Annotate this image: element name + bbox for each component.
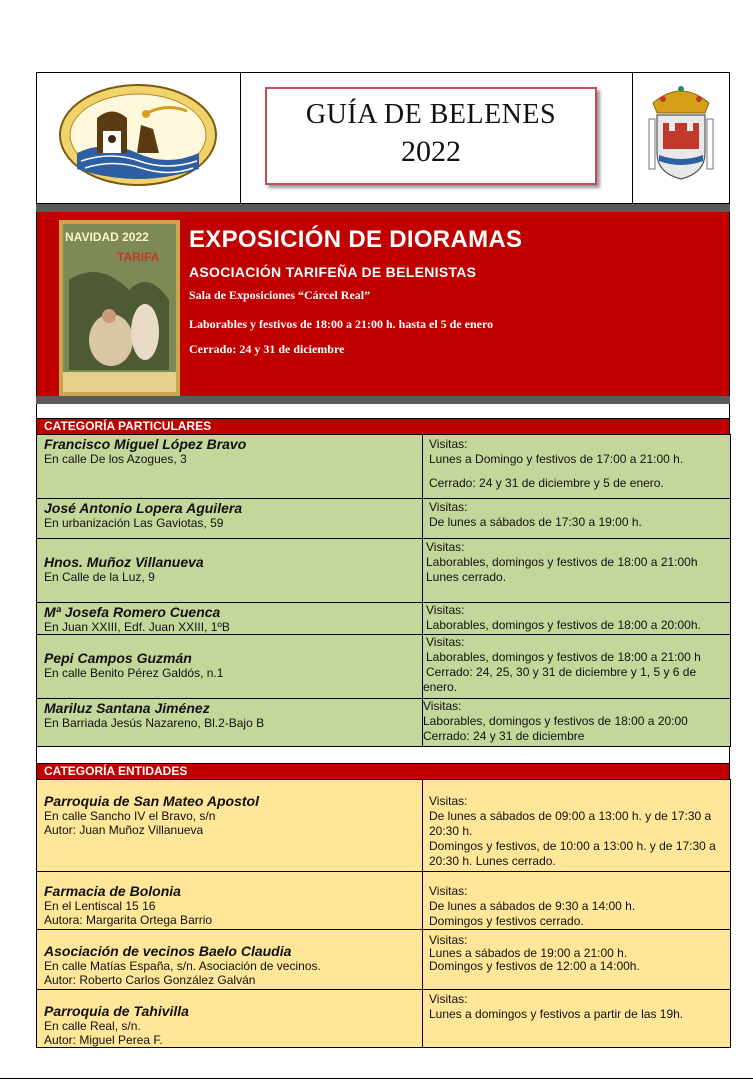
table-row <box>37 872 731 930</box>
entry-address: En calle Sancho IV el Bravo, s/n <box>44 809 216 823</box>
guide-title: GUÍA DE BELENES <box>305 99 557 130</box>
category-heading-particulares: CATEGORÍA PARTICULARES <box>36 418 730 434</box>
entry-name: Pepi Campos Guzmán <box>44 650 192 666</box>
visits-line: Laborables, domingos y festivos de 18:00 a 21:00 h <box>426 650 701 664</box>
entry-cell <box>37 435 423 499</box>
entry-cell <box>37 539 423 603</box>
visits-cell <box>423 930 731 990</box>
entry-address: En Barriada Jesús Nazareno, Bl.2-Bajo B <box>44 716 265 730</box>
visits-cell <box>423 635 731 699</box>
entry-name: José Antonio Lopera Aguilera <box>44 500 243 516</box>
entry-cell <box>37 930 423 990</box>
visits-label: Visitas: <box>429 500 468 514</box>
entry-name: Parroquia de San Mateo Apostol <box>44 793 259 809</box>
spacer <box>36 747 730 763</box>
exhibition-hours: Laborables y festivos de 18:00 a 21:00 h. hasta el 5 de enero <box>189 317 494 331</box>
entry-name: Farmacia de Bolonia <box>44 883 181 899</box>
visits-label: Visitas: <box>429 933 468 947</box>
exhibition-title: EXPOSICIÓN DE DIORAMAS <box>189 226 523 253</box>
entry-address: En urbanización Las Gaviotas, 59 <box>44 516 224 530</box>
visits-label: Visitas: <box>429 884 468 898</box>
visits-line: Domingos y festivos, de 10:00 a 13:00 h. y de 17:30 a 20:30 h. Lunes cerrado. <box>429 839 716 868</box>
visits-line: Lunes a Domingo y festivos de 17:00 a 21:00 h. <box>429 452 684 466</box>
visits-cell <box>423 539 731 603</box>
entry-cell <box>37 872 423 930</box>
visits-label: Visitas: <box>429 794 468 808</box>
visits-label: Visitas: <box>426 603 465 617</box>
entry-author: Autora: Margarita Ortega Barrio <box>44 913 213 927</box>
guide-year: 2022 <box>401 135 461 168</box>
exhibition-poster <box>59 220 180 396</box>
visits-cell <box>423 990 731 1048</box>
guide-page <box>36 72 730 1048</box>
entry-address: En el Lentiscal 15 16 <box>44 899 156 913</box>
entry-cell <box>37 603 423 635</box>
visits-line: Laborables, domingos y festivos de 18:00 a 20:00 <box>423 714 688 728</box>
exhibition-closed: Cerrado: 24 y 31 de diciembre <box>189 342 345 356</box>
entry-address: En calle Real, s/n. <box>44 1019 141 1033</box>
table-row <box>37 990 731 1048</box>
visits-line: Cerrado: 24, 25, 30 y 31 de diciembre y 1, 5 y 6 de enero. <box>423 665 697 694</box>
coat-of-arms-cell <box>632 73 729 203</box>
visits-cell <box>423 699 731 747</box>
visits-line: Lunes a domingos y festivos a partir de las 19h. <box>429 1007 684 1021</box>
exhibition-organizer: ASOCIACIÓN TARIFEÑA DE BELENISTAS <box>189 264 477 280</box>
visits-line: Lunes cerrado. <box>426 570 507 584</box>
entry-cell <box>37 780 423 872</box>
visits-line: Laborables, domingos y festivos de 18:00 a 21:00h <box>426 555 698 569</box>
visits-cell <box>423 435 731 499</box>
table-row <box>37 930 731 990</box>
visits-line: Laborables, domingos y festivos de 18:00 a 20:00h. <box>426 618 701 632</box>
entry-address: En calle De los Azogues, 3 <box>44 452 187 466</box>
visits-label: Visitas: <box>429 992 468 1006</box>
table-row <box>37 539 731 603</box>
page-bottom-line <box>0 1078 753 1079</box>
category-heading-entidades: CATEGORÍA ENTIDADES <box>36 763 730 779</box>
visits-line: De lunes a sábados de 09:00 a 13:00 h. y de 17:30 a 20:30 h. <box>429 809 712 838</box>
entry-name: Hnos. Muñoz Villanueva <box>44 554 204 570</box>
separator-bar <box>36 204 730 212</box>
visits-line: Domingos y festivos de 12:00 a 14:00h. <box>429 959 640 973</box>
poster-title: NAVIDAD 2022 <box>65 230 149 244</box>
entry-cell <box>37 990 423 1048</box>
visits-cell <box>423 872 731 930</box>
exhibition-venue: Sala de Exposiciones “Cárcel Real” <box>189 288 371 302</box>
entry-name: Asociación de vecinos Baelo Claudia <box>44 943 292 959</box>
title-box <box>265 87 597 185</box>
visits-line: Cerrado: 24 y 31 de diciembre <box>423 729 585 743</box>
entry-address: En Juan XXIII, Edf. Juan XXIII, 1ºB <box>44 620 230 634</box>
entry-author: Autor: Roberto Carlos González Galván <box>44 973 256 987</box>
poster-subtitle: TARIFA <box>117 250 160 264</box>
table-row <box>37 499 731 539</box>
entry-name: Mariluz Santana Jiménez <box>44 700 210 716</box>
entry-address: En Calle de la Luz, 9 <box>44 570 155 584</box>
visits-cell <box>423 603 731 635</box>
table-row <box>37 635 731 699</box>
entry-author: Autor: Miguel Perea F. <box>44 1033 163 1047</box>
entry-cell <box>37 699 423 747</box>
entry-name: Parroquia de Tahivilla <box>44 1003 189 1019</box>
visits-label: Visitas: <box>426 540 465 554</box>
poster-image <box>59 220 180 396</box>
table-row <box>37 780 731 872</box>
exhibition-text <box>189 226 522 357</box>
coat-of-arms-icon <box>633 73 729 203</box>
entry-cell <box>37 635 423 699</box>
table-row <box>37 699 731 747</box>
visits-cell <box>423 499 731 539</box>
visits-line: De lunes a sábados de 9:30 a 14:00 h. <box>429 899 636 913</box>
entry-address: En calle Benito Pérez Galdós, n.1 <box>44 666 224 680</box>
association-logo <box>37 73 240 203</box>
visits-line: Cerrado: 24 y 31 de diciembre y 5 de enero. <box>429 476 664 490</box>
entry-author: Autor: Juan Muñoz Villanueva <box>44 823 204 837</box>
table-row <box>37 603 731 635</box>
visits-label: Visitas: <box>426 635 465 649</box>
separator-bar <box>36 396 730 404</box>
visits-cell <box>423 780 731 872</box>
visits-label: Visitas: <box>429 437 468 451</box>
exhibition-banner <box>36 212 730 396</box>
visits-label: Visitas: <box>423 699 462 713</box>
table-row <box>37 435 731 499</box>
entry-cell <box>37 499 423 539</box>
entry-name: Francisco Miguel López Bravo <box>44 436 247 452</box>
spacer <box>36 404 730 418</box>
visits-line: De lunes a sábados de 17:30 a 19:00 h. <box>429 515 642 529</box>
entry-name: Mª Josefa Romero Cuenca <box>44 604 221 620</box>
header <box>36 72 730 204</box>
entidades-table <box>36 779 731 1048</box>
visits-spacer <box>429 467 730 476</box>
visits-line: Lunes a sábados de 19:00 a 21:00 h. <box>429 946 628 960</box>
association-logo-cell <box>37 73 241 203</box>
particulares-table <box>36 434 731 747</box>
entry-address: En calle Matías España, s/n. Asociación de vecinos. <box>44 959 321 973</box>
visits-line: Domingos y festivos cerrado. <box>429 914 584 928</box>
